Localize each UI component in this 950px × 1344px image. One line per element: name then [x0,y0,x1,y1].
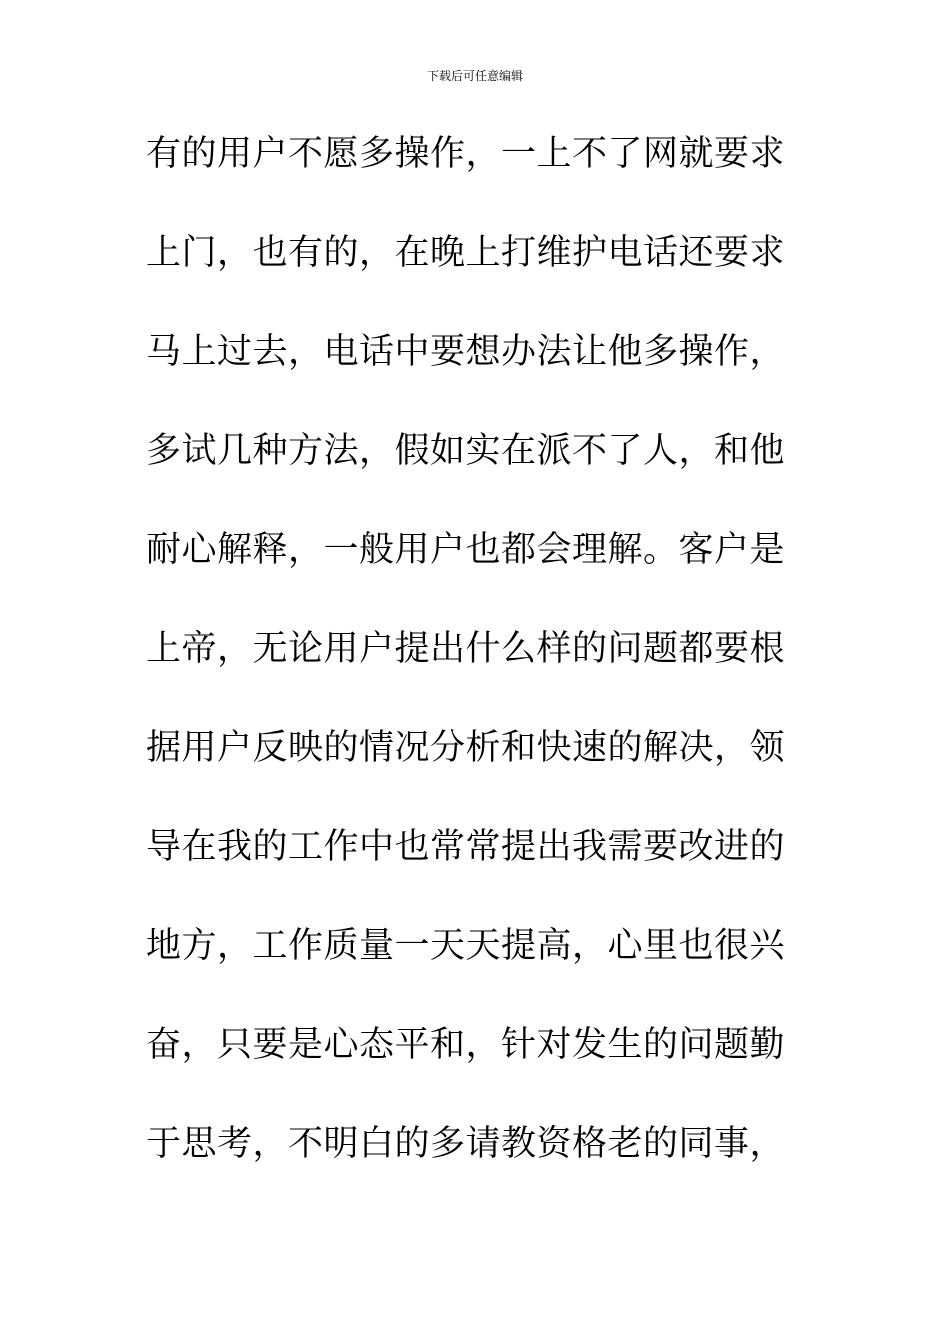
text-line: 据用户反映的情况分析和快速的解决，领 [146,728,786,768]
page-header: 下载后可任意编辑 [426,69,523,83]
text-line: 有的用户不愿多操作，一上不了网就要求 [146,134,786,174]
text-line: 耐心解释，一般用户也都会理解。客户是 [146,530,786,570]
body-text [146,126,786,1215]
text-line: 地方，工作质量一天天提高，心里也很兴 [146,926,786,966]
text-line: 于思考，不明白的多请教资格老的同事， [146,1124,786,1164]
text-line: 多试几种方法，假如实在派不了人，和他 [146,431,786,471]
text-line: 导在我的工作中也常常提出我需要改进的 [146,827,786,867]
text-line: 马上过去，电话中要想办法让他多操作， [146,332,786,372]
text-line: 上门，也有的，在晚上打维护电话还要求 [146,233,786,273]
text-line: 上帝，无论用户提出什么样的问题都要根 [146,629,786,669]
text-line: 奋，只要是心态平和，针对发生的问题勤 [146,1025,786,1065]
